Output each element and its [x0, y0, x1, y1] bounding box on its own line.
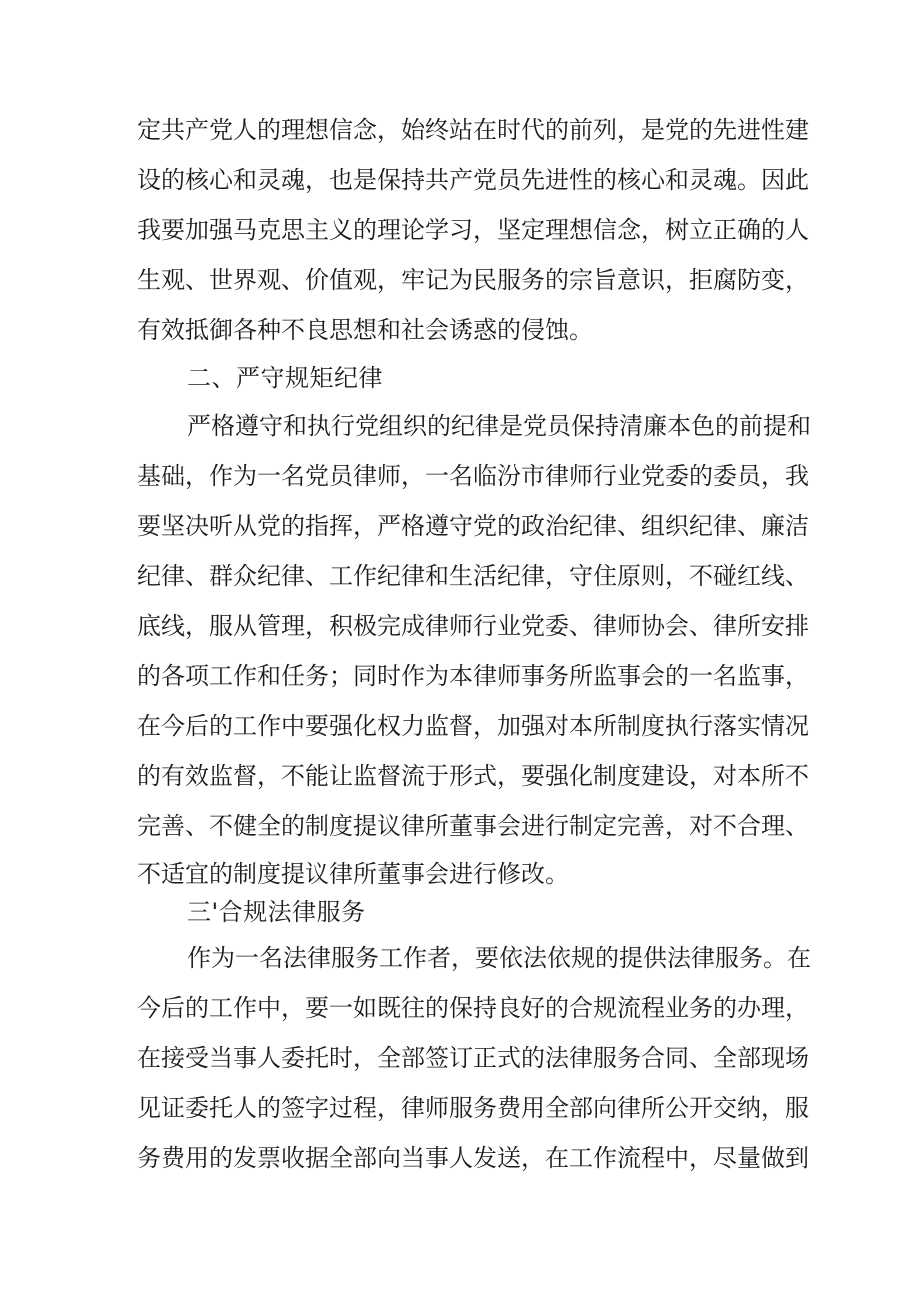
intro-line-5: 有效抵御各种不良思想和社会诱惑的侵蚀。 [137, 316, 593, 344]
section2-line-4: 纪律、群众纪律、工作纪律和生活纪律，守住原则，不碰红线、 [137, 562, 809, 590]
section2-line-8: 的有效监督，不能让监督流于形式，要强化制度建设，对本所不 [137, 762, 809, 790]
section3-line-5: 务费用的发票收据全部向当事人发送，在工作流程中，尽量做到 [137, 1144, 809, 1172]
section-heading-3: 三'合规法律服务 [187, 898, 366, 926]
section3-line-2: 今后的工作中，要一如既往的保持良好的合规流程业务的办理， [137, 994, 809, 1022]
intro-line-2: 设的核心和灵魂，也是保持共产党员先进性的核心和灵魂。因此 [137, 166, 809, 194]
section3-line-3: 在接受当事人委托时，全部签订正式的法律服务合同、全部现场 [137, 1044, 809, 1072]
section-heading-2: 二、严守规矩纪律 [187, 364, 383, 392]
section2-line-7: 在今后的工作中要强化权力监督，加强对本所制度执行落实情况 [137, 712, 809, 740]
section2-line-3: 要坚决听从党的指挥，严格遵守党的政治纪律、组织纪律、廉洁 [137, 512, 809, 540]
section2-line-9: 完善、不健全的制度提议律所董事会进行制定完善，对不合理、 [137, 812, 809, 840]
section3-line-4: 见证委托人的签字过程，律师服务费用全部向律所公开交纳，服 [137, 1094, 809, 1122]
intro-line-1: 定共产党人的理想信念，始终站在时代的前列，是党的先进性建 [137, 116, 809, 144]
section2-line-10: 不适宜的制度提议律所董事会进行修改。 [137, 860, 569, 888]
intro-line-4: 生观、世界观、价值观，牢记为民服务的宗旨意识，拒腐防变， [137, 266, 809, 294]
section3-line-1: 作为一名法律服务工作者，要依法依规的提供法律服务。在 [187, 944, 811, 972]
section2-line-5: 底线，服从管理，积极完成律师行业党委、律师协会、律所安排 [137, 612, 809, 640]
section2-line-2: 基础，作为一名党员律师，一名临汾市律师行业党委的委员，我 [137, 462, 809, 490]
section2-line-1: 严格遵守和执行党组织的纪律是党员保持清廉本色的前提和 [187, 412, 811, 440]
section2-line-6: 的各项工作和任务；同时作为本律师事务所监事会的一名监事， [137, 662, 809, 690]
intro-line-3: 我要加强马克思主义的理论学习，坚定理想信念，树立正确的人 [137, 216, 809, 244]
